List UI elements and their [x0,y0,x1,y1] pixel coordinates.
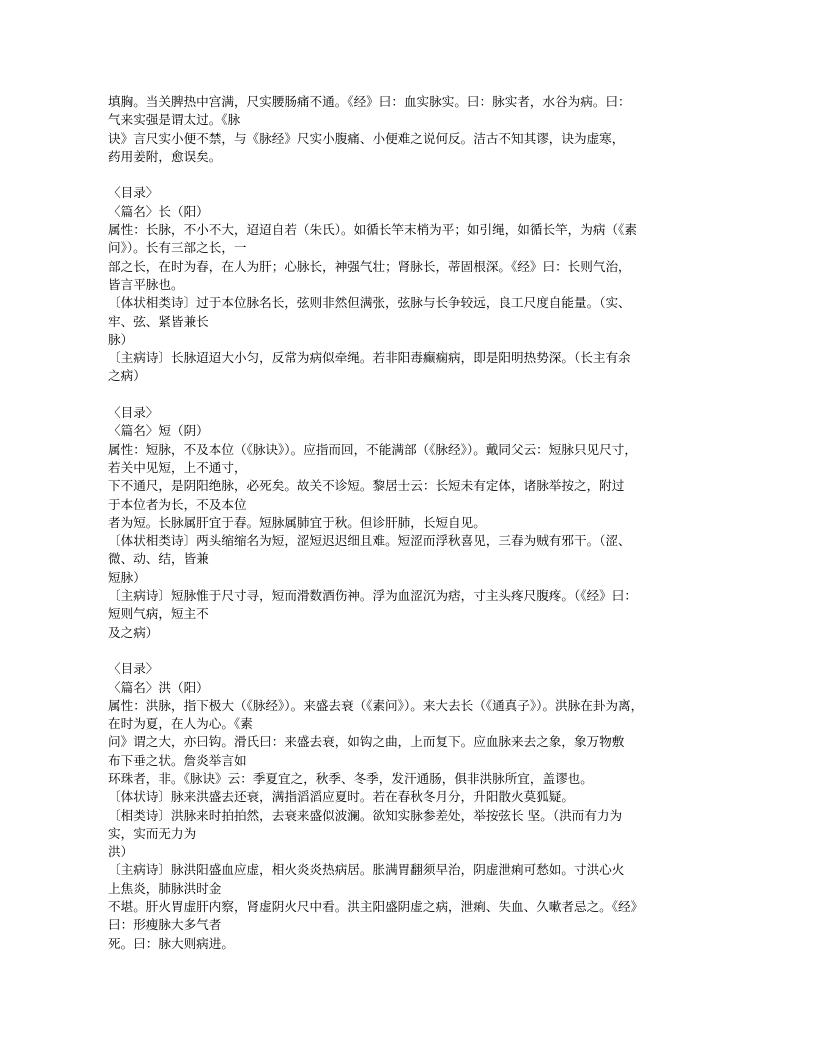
section-title: 〈篇名〉长（阳） [108,203,209,219]
text-line: 在时为夏，在人为心。《素 [108,716,253,732]
text-line: 属性：洪脉，指下极大（《脉经》）。来盛去衰（《素问》）。来大去长（《通真子》）。洪脉在卦为离， [108,697,644,713]
section-title: 〈篇名〉短（阴） [108,423,209,439]
text-line: 问》）。长有三部之长，一 [108,240,247,256]
text-line: 属性：短脉，不及本位（《脉诀》）。应指而回，不能满部（《脉经》）。戴同父云：短脉只见尺寸， [108,441,637,457]
text-line: 上焦炎，肺脉洪时金 [108,880,222,896]
document-page [108,93,716,953]
text-line: 死。曰：脉大则病进。 [108,935,234,951]
text-line: 问》谓之大，亦曰钩。滑氏曰：来盛去衰，如钩之曲，上而复下。应血脉来去之象，象万物敷 [108,734,625,750]
text-line: 皆言平脉也。 [108,276,184,292]
table-of-contents-link[interactable]: 〈目录〉 [108,405,159,421]
text-line: 者为短。长脉属肝宜于春。短脉属肺宜于秋。但诊肝肺，长短自见。 [108,514,486,530]
text-line: 脉） [108,331,134,347]
text-line: 〔体状相类诗〕两头缩缩名为短，涩短迟迟细且难。短涩而浮秋喜见，三春为贼有邪干。（涩、 [108,533,631,549]
section-duan [108,404,716,642]
text-line: 牢、弦、紧皆兼长 [108,313,209,329]
text-line: 曰：形瘦脉大多气者 [108,917,222,933]
text-line: 短则气病，短主不 [108,606,209,622]
text-line: 环珠者，非。《脉诀》云：季夏宜之，秋季、冬季，发汗通肠，俱非洪脉所宜，盖谬也。 [108,770,593,786]
text-line: 若关中见短，上不通寸， [108,459,247,475]
section-title: 〈篇名〉洪（阳） [108,679,209,695]
text-line: 于本位者为长，不及本位 [108,496,247,512]
text-line: 〔体状相类诗〕过于本位脉名长，弦则非然但满张，弦脉与长争较远，良工尺度自能量。（实、 [108,295,631,311]
text-line: 药用姜附，愈误矣。 [108,148,222,164]
text-line: 之病） [108,368,146,384]
text-line: 〔主病诗〕脉洪阳盛血应虚，相火炎炎热病居。胀满胃翻须早治，阴虚泄痢可愁如。寸洪心火 [108,862,625,878]
text-line: 下不通尺，是阴阳绝脉，必死矣。故关不诊短。黎居士云：长短未有定体，诸脉举按之，附过 [108,478,625,494]
section-chang [108,184,716,385]
text-line: 填胸。当关脾热中宫满，尺实腰肠痛不通。《经》曰：血实脉实。曰：脉实者，水谷为病。曰： [108,94,631,109]
table-of-contents-link[interactable]: 〈目录〉 [108,661,159,677]
spacer [108,642,716,660]
spacer [108,386,716,404]
text-line: 属性：长脉，不小不大，迢迢自若（朱氏）。如循长竿末梢为平；如引绳，如循长竿，为病（《素 [108,222,637,238]
table-of-contents-link[interactable]: 〈目录〉 [108,185,159,201]
text-line: 〔主病诗〕短脉惟于尺寸寻，短而滑数酒伤神。浮为血涩沉为痞，寸主头疼尺腹疼。（《经》曰： [108,588,637,604]
text-line: 气来实强是谓太过。《脉 [108,112,241,128]
text-line: 洪） [108,844,134,860]
spacer [108,166,716,184]
text-line: 〔主病诗〕长脉迢迢大小匀，反常为病似牵绳。若非阳毒癫痫病，即是阳明热势深。（长主有余 [108,350,631,366]
section-hong [108,660,716,953]
text-line: 诀》言尺实小便不禁，与《脉经》尺实小腹痛、小便难之说何反。洁古不知其谬，诀为虚寒， [108,130,625,146]
text-line: 〔相类诗〕洪脉来时拍拍然，去衰来盛似波澜。欲知实脉参差处，举按弦长 坚。（洪而有力为 [108,807,623,823]
text-line: 不堪。肝火胃虚肝内察，肾虚阴火尺中看。洪主阳盛阴虚之病，泄痢、失血、久嗽者忌之。《经》 [108,899,644,915]
text-line: 〔体状诗〕脉来洪盛去还衰，满指滔滔应夏时。若在春秋冬月分，升阳散火莫狐疑。 [108,789,574,805]
text-line: 布下垂之状。詹炎举言如 [108,752,247,768]
text-line: 实，实而无力为 [108,825,197,841]
text-line: 微、动、结，皆兼 [108,551,209,567]
text-line: 及之病） [108,624,159,640]
intro-paragraph [108,93,716,166]
text-line: 部之长，在时为春，在人为肝；心脉长，神强气壮；肾脉长，蒂固根深。《经》曰：长则气治， [108,258,631,274]
text-line: 短脉） [108,569,146,585]
